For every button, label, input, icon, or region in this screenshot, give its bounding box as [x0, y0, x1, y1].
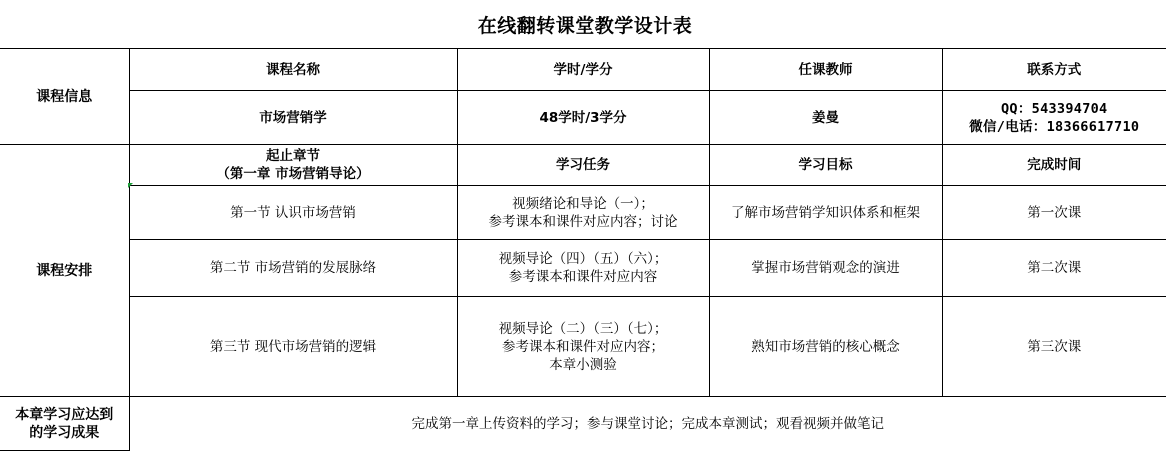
course-info-label: 课程信息 [0, 49, 129, 145]
header-chapter-line2: （第一章 市场营销导论） [216, 166, 370, 182]
row3-task-line2: 参考课本和课件对应内容； [502, 338, 664, 355]
header-time: 完成时间 [942, 145, 1166, 186]
row3-goal: 熟知市场营销的核心概念 [709, 297, 942, 397]
contact-value [942, 91, 1166, 145]
course-info-value-row [0, 91, 1166, 145]
header-task: 学习任务 [457, 145, 709, 186]
outcome-text: 完成第一章上传资料的学习；参与课堂讨论；完成本章测试；观看视频并做笔记 [129, 397, 1166, 451]
header-hours-credits: 学时/学分 [457, 49, 709, 91]
row2-task-line2: 参考课本和课件对应内容 [508, 269, 658, 285]
row1-time: 第一次课 [942, 186, 1166, 240]
contact-qq: QQ：543394704 [1000, 100, 1108, 117]
table-row [0, 297, 1166, 397]
page-title-text: 在线翻转课堂教学设计表 [477, 14, 693, 37]
row3-task [457, 297, 709, 397]
teacher-value: 姜曼 [709, 91, 942, 145]
header-chapter [129, 145, 457, 186]
header-course-name: 课程名称 [129, 49, 457, 91]
teaching-design-table [0, 48, 1166, 451]
course-info-header-row [0, 49, 1166, 91]
cell-comment-marker [128, 183, 133, 188]
outcome-label-line1: 本章学习应达到 [15, 406, 114, 423]
header-chapter-line1: 起止章节 [266, 148, 320, 164]
row1-goal: 了解市场营销学知识体系和框架 [709, 186, 942, 240]
row2-task-line1: 视频导论（四）（五）（六）； [498, 251, 668, 267]
row2-task [457, 240, 709, 297]
course-name-value: 市场营销学 [129, 91, 457, 145]
row2-time: 第二次课 [942, 240, 1166, 297]
schedule-header-row [0, 145, 1166, 186]
row1-task [457, 186, 709, 240]
outcome-label-line2: 的学习成果 [29, 424, 100, 441]
contact-phone: 微信/电话：18366617710 [969, 118, 1140, 135]
row1-task-line1: 视频绪论和导论（一）； [512, 195, 654, 212]
row1-section: 第一节 认识市场营销 [129, 186, 457, 240]
row3-time: 第三次课 [942, 297, 1166, 397]
outcome-row [0, 397, 1166, 451]
header-teacher: 任课教师 [709, 49, 942, 91]
schedule-label: 课程安排 [0, 145, 129, 397]
table-row [0, 186, 1166, 240]
hours-credits-value: 48学时/3学分 [457, 91, 709, 145]
row1-task-line2: 参考课本和课件对应内容；讨论 [488, 213, 678, 230]
page-title [0, 0, 1166, 48]
row3-section: 第三节 现代市场营销的逻辑 [129, 297, 457, 397]
row2-goal: 掌握市场营销观念的演进 [709, 240, 942, 297]
header-goal: 学习目标 [709, 145, 942, 186]
row3-task-line3: 本章小测验 [549, 356, 617, 373]
outcome-label [0, 397, 129, 451]
table-row [0, 240, 1166, 297]
header-contact: 联系方式 [942, 49, 1166, 91]
row3-task-line1: 视频导论（二）（三）（七）； [498, 320, 668, 337]
row2-section: 第二节 市场营销的发展脉络 [129, 240, 457, 297]
